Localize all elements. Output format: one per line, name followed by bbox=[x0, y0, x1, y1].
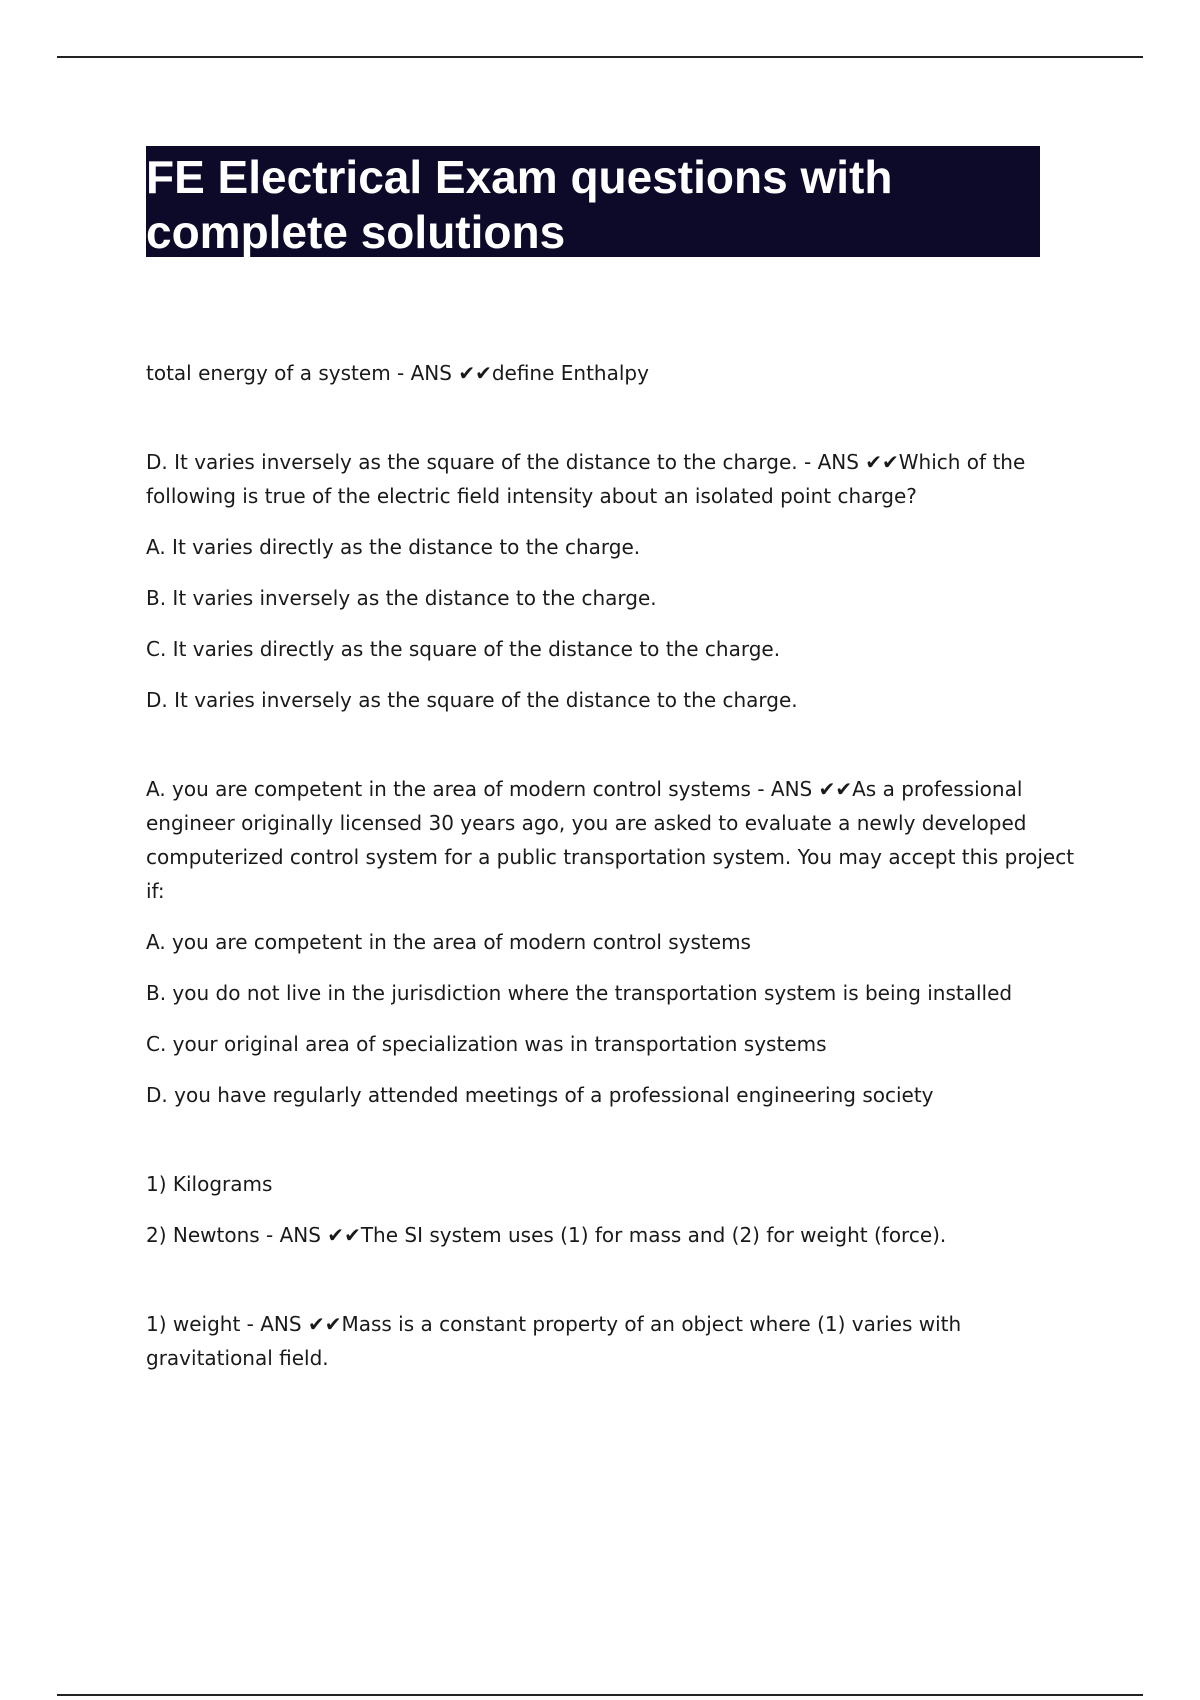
qa-option: C. your original area of specialization was in transportation systems bbox=[146, 1032, 827, 1056]
qa-option: D. It varies inversely as the square of the distance to the charge. bbox=[146, 688, 798, 712]
qa-block bbox=[146, 356, 1086, 390]
top-rule bbox=[57, 56, 1143, 58]
qa-line: 2) Newtons - ANS ✔✔The SI system uses (1) for mass and (2) for weight (force). bbox=[146, 1223, 947, 1247]
qa-line: total energy of a system - ANS ✔✔define Enthalpy bbox=[146, 361, 649, 385]
qa-content bbox=[146, 356, 1086, 1430]
qa-block bbox=[146, 445, 1086, 717]
qa-block bbox=[146, 1307, 1086, 1375]
qa-option: B. you do not live in the jurisdiction where the transportation system is being installed bbox=[146, 981, 1013, 1005]
qa-line: 1) Kilograms bbox=[146, 1172, 273, 1196]
title-banner bbox=[146, 146, 1040, 257]
qa-block bbox=[146, 1167, 1086, 1252]
qa-option: B. It varies inversely as the distance to the charge. bbox=[146, 586, 657, 610]
bottom-rule bbox=[57, 1694, 1143, 1696]
qa-option: C. It varies directly as the square of the distance to the charge. bbox=[146, 637, 781, 661]
qa-line: 1) weight - ANS ✔✔Mass is a constant property of an object where (1) varies with gravitational field. bbox=[146, 1312, 962, 1370]
qa-option: D. you have regularly attended meetings of a professional engineering society bbox=[146, 1083, 934, 1107]
qa-option: A. It varies directly as the distance to the charge. bbox=[146, 535, 641, 559]
qa-option: A. you are competent in the area of modern control systems bbox=[146, 930, 751, 954]
qa-line: D. It varies inversely as the square of the distance to the charge. - ANS ✔✔Which of the following is true of the electric field intensity about an isolated point charge? bbox=[146, 450, 1026, 508]
qa-block bbox=[146, 772, 1086, 1112]
document-title: FE Electrical Exam questions with complete solutions bbox=[146, 151, 893, 258]
qa-line: A. you are competent in the area of modern control systems - ANS ✔✔As a professional engineer originally licensed 30 years ago, you are asked to evaluate a newly developed computerized control system for a public transportation system. You may accept this project if: bbox=[146, 777, 1075, 903]
